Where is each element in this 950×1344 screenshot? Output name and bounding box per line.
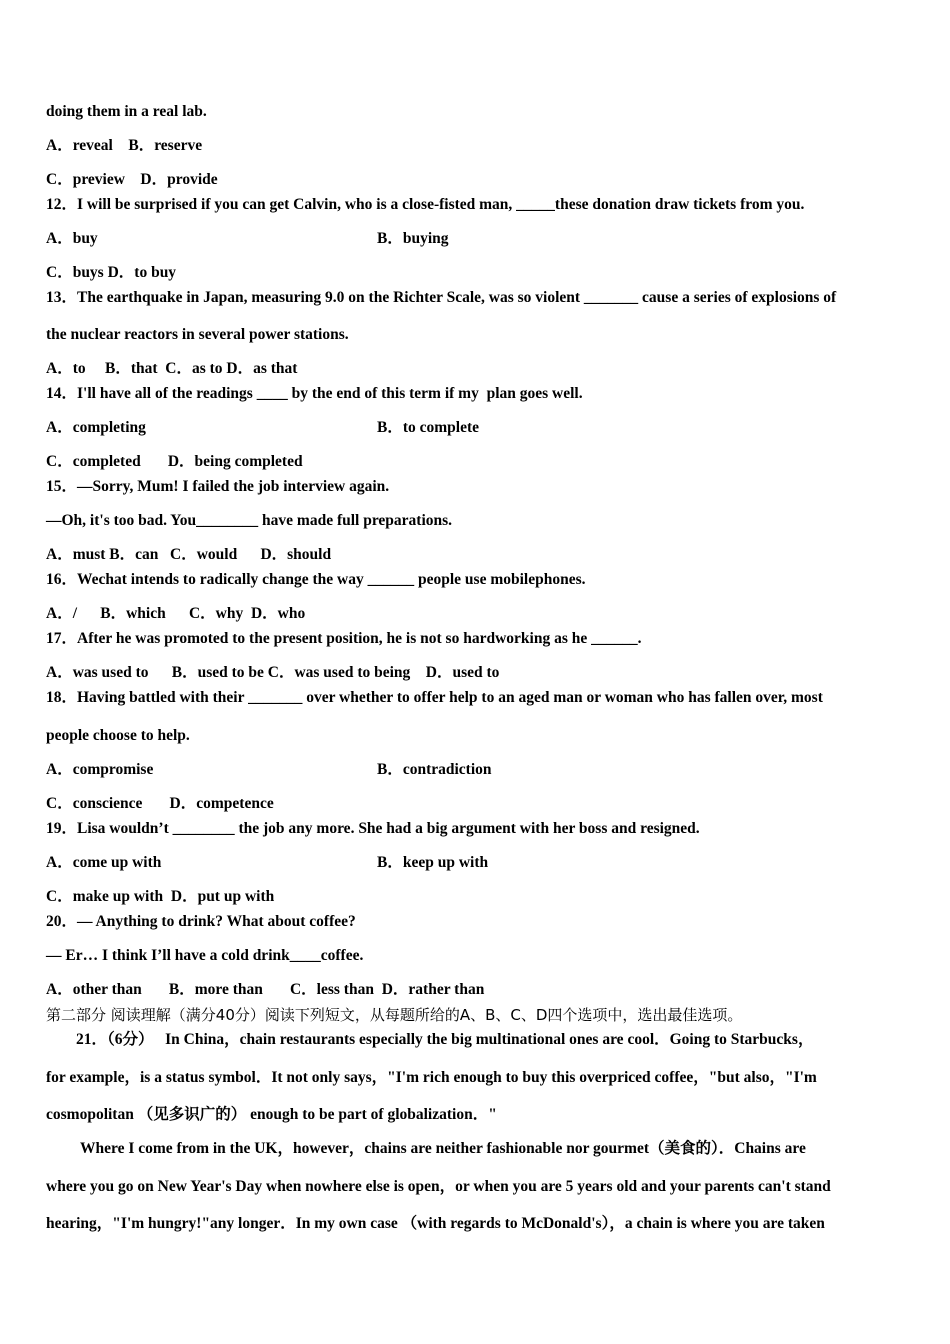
passage-line-5: where you go on New Year's Day when nowhere else is open，or when you are 5 years old and your parents can't stand: [46, 1178, 831, 1195]
question-14-option-a: A．completing: [46, 419, 146, 436]
question-16-options: A．/ B．which C．why D．who: [46, 605, 306, 622]
question-12-stem: 12．I will be surprised if you can get Calvin, who is a close-fisted man, _____these donation draw tickets from you.: [46, 196, 805, 213]
passage-line-3: cosmopolitan （见多识广的） enough to be part of globalization．": [46, 1106, 497, 1123]
question-13-stem: 13．The earthquake in Japan, measuring 9.0 on the Richter Scale, was so violent _______ cause a series of explosions of: [46, 289, 837, 306]
question-14-option-b: B．to complete: [377, 419, 480, 436]
question-19-option-a: A．come up with: [46, 854, 162, 871]
question-19-stem: 19．Lisa wouldn’t ________ the job any more. She had a big argument with her boss and resigned.: [46, 820, 700, 837]
question-20-stem: 20．— Anything to drink? What about coffee?: [46, 913, 356, 930]
question-11-options-ab: A．reveal B．reserve: [46, 137, 203, 154]
question-18-stem-cont: people choose to help.: [46, 727, 190, 744]
question-19-option-b: B．keep up with: [377, 854, 489, 871]
question-19-options-cd: C．make up with D．put up with: [46, 888, 275, 905]
question-15-options: A．must B．can C．would D．should: [46, 546, 332, 563]
section-heading-part-2: 第二部分 阅读理解（满分40分）阅读下列短文，从每题所给的A、B、C、D四个选项中，选出最佳选项。: [46, 1006, 743, 1024]
passage-line-6: hearing，"I'm hungry!"any longer．In my own case （with regards to McDonald's），a chain is where you are taken: [46, 1215, 825, 1232]
question-13-stem-cont: the nuclear reactors in several power stations.: [46, 326, 349, 343]
question-20-stem-cont: — Er… I think I’ll have a cold drink____coffee.: [46, 947, 364, 964]
question-18-option-a: A．compromise: [46, 761, 154, 778]
question-17-options: A．was used to B．used to be C．was used to being D．used to: [46, 664, 500, 681]
question-18-option-b: B．contradiction: [377, 761, 492, 778]
question-11-tail: doing them in a real lab.: [46, 103, 207, 120]
question-20-options: A．other than B．more than C．less than D．rather than: [46, 981, 485, 998]
question-12-options-cd: C．buys D．to buy: [46, 264, 177, 281]
question-14-options-cd: C．completed D．being completed: [46, 453, 303, 470]
question-17-stem: 17．After he was promoted to the present position, he is not so hardworking as he ______.: [46, 630, 642, 647]
question-13-options: A．to B．that C．as to D．as that: [46, 360, 298, 377]
question-12-option-a: A．buy: [46, 230, 98, 247]
question-18-stem: 18．Having battled with their _______ over whether to offer help to an aged man or woman who has fallen over, most: [46, 689, 823, 706]
question-14-stem: 14．I'll have all of the readings ____ by the end of this term if my plan goes well.: [46, 385, 583, 402]
passage-line-1: 21．（6分） In China，chain restaurants especially the big multinational ones are cool．Going to Starbucks，: [76, 1031, 814, 1048]
question-15-stem: 15．—Sorry, Mum! I failed the job interview again.: [46, 478, 390, 495]
question-16-stem: 16．Wechat intends to radically change the way ______ people use mobilephones.: [46, 571, 586, 588]
question-18-options-cd: C．conscience D．competence: [46, 795, 274, 812]
passage-line-2: for example，is a status symbol．It not only says，"I'm rich enough to buy this overpriced coffee，"but also，"I'm: [46, 1069, 817, 1086]
question-11-options-cd: C．preview D．provide: [46, 171, 218, 188]
passage-line-4: Where I come from in the UK，however，chains are neither fashionable nor gourmet（美食的）．Chains are: [80, 1140, 806, 1157]
question-15-stem-cont: —Oh, it's too bad. You________ have made full preparations.: [46, 512, 453, 529]
question-12-option-b: B．buying: [377, 230, 449, 247]
